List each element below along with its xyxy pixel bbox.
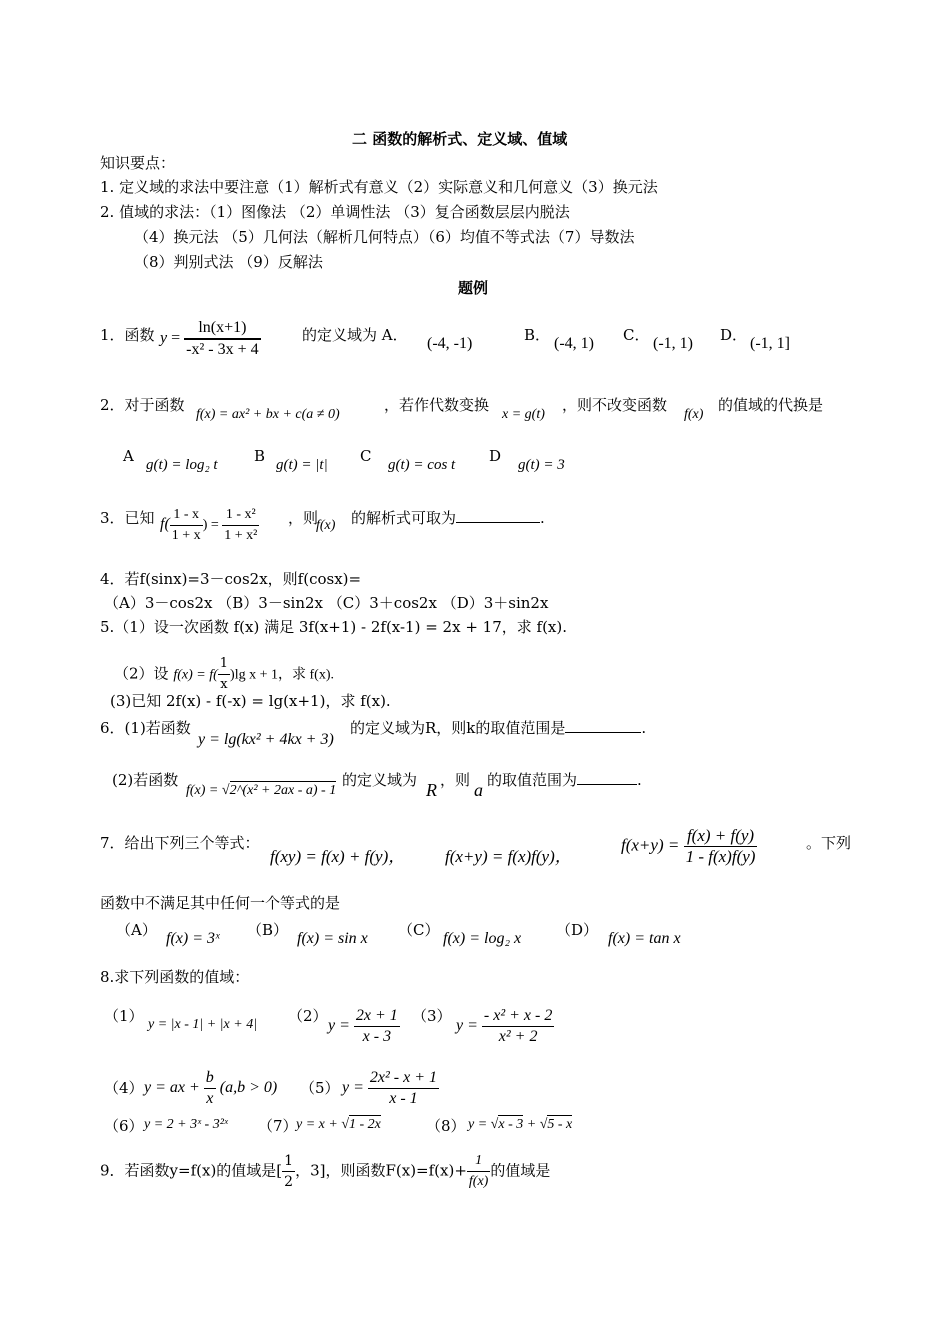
q7-option-b: f(x) = sin x <box>297 930 368 947</box>
q8-p1: y = |x - 1| + |x + 4| <box>148 1017 258 1032</box>
q2-option-c-label: C <box>360 447 372 465</box>
knowledge-point-2: 2. 值域的求法：（1）图像法 （2）单调性法 （3）复合函数层层内脱法 <box>100 203 570 221</box>
q4-line: 4．若f(sinx)=3－cos2x，则f(cosx)= <box>100 570 362 588</box>
q2-tail: ，则不改变函数 <box>562 396 668 414</box>
q2-mid: ，若作代数变换 <box>384 396 490 414</box>
q3-f-prefix: f( <box>160 515 170 533</box>
knowledge-point-3: （4）换元法 （5）几何法（解析几何特点）（6）均值不等式法（7）导数法 <box>134 228 635 246</box>
q2-option-d: g(t) = 3 <box>518 457 565 473</box>
q1-denominator: -x² - 3x + 4 <box>186 341 259 358</box>
q2-option-b-label: B <box>254 447 266 465</box>
knowledge-point-1: 1. 定义域的求法中要注意（1）解析式有意义（2）实际意义和几何意义（3）换元法 <box>100 178 658 196</box>
q2-substitution: x = g(t) <box>502 407 545 422</box>
q3-eq: ) = <box>202 517 219 533</box>
q3-den2: 1 + x² <box>224 528 258 543</box>
q7-eq1: f(xy) = f(x) + f(y)， <box>270 847 406 866</box>
page-title: 二 函数的解析式、定义域、值域 <box>352 130 568 148</box>
q2-option-c: g(t) = cos t <box>388 457 456 473</box>
q7-option-a-label: （A） <box>116 921 157 939</box>
q3-end: 的解析式可取为 . <box>351 509 545 527</box>
q1-lead: 1．函数 <box>100 326 155 344</box>
q8-p6: y = 2 + 3ˣ - 3²ˣ <box>144 1117 228 1132</box>
q1-option-b: (-4, 1) <box>554 335 594 352</box>
q7-option-c-label: （C） <box>398 921 440 939</box>
q5-line2: （2）设 f(x) = f( $\frac{1}{x}$ )lg x + 1，求 f(x). <box>114 656 334 692</box>
q1-option-c-label: C． <box>623 326 650 344</box>
q2-option-a: g(t) = log₂ t <box>146 457 218 473</box>
q8-p6-label: （6） <box>104 1117 144 1135</box>
q3-formula <box>160 505 259 546</box>
q1-option-d-label: D． <box>720 326 748 344</box>
q2-fx: f(x) <box>684 407 704 422</box>
q1-option-c: (-1, 1) <box>653 335 693 352</box>
q1-mid: 的定义域为 A． <box>302 326 408 344</box>
q7-lead: 7．给出下列三个等式： <box>100 834 260 852</box>
q8-p8-label: （8） <box>426 1117 466 1135</box>
q9-line: 9．若函数y=f(x)的值域是[ $\frac{1}{2}$ ，3]，则函数F(x)=f(x)+ $\frac{1}{f(x)}$ 的值域是 <box>100 1153 551 1190</box>
examples-title: 题例 <box>458 279 489 297</box>
q6-param-a: a <box>474 780 483 800</box>
q8-p4: y = ax + $\frac{b}{x}$ (a,b > 0) <box>144 1069 278 1107</box>
knowledge-point-4: （8）判别式法 （9）反解法 <box>134 253 323 271</box>
q2-function: f(x) = ax² + bx + c(a ≠ 0) <box>196 407 340 422</box>
q7-eq3: f(x+y) = $\frac{f(x) + f(y)}{1 - f(x)f(y)}$ <box>621 826 756 866</box>
q8-p3: y = $\frac{\text{- x² + x - 2}}{\text{x² + 2}}$ <box>456 1007 553 1045</box>
q3-fx: f(x) <box>316 518 336 533</box>
q1-option-b-label: B． <box>524 326 551 344</box>
q2-end: 的值域的代换是 <box>718 396 824 414</box>
q2-option-b: g(t) = |t| <box>276 457 328 473</box>
q6-comma2: ，则 <box>440 771 471 789</box>
q7-option-b-label: （B） <box>247 921 289 939</box>
q3-lead: 3．已知 <box>100 509 155 527</box>
q3-num2: 1 - x² <box>222 505 259 526</box>
q7-line2: 函数中不满足其中任何一个等式的是 <box>100 894 341 912</box>
q3-num1: 1 - x <box>170 505 203 526</box>
q8-p2-label: （2） <box>288 1007 328 1025</box>
q1-numerator: ln(x+1) <box>184 318 260 339</box>
knowledge-header: 知识要点： <box>100 154 176 172</box>
q8-p4-label: （4） <box>104 1079 144 1097</box>
q8-p1-label: （1） <box>104 1007 144 1025</box>
q4-options: （A）3－cos2x （B）3－sin2x （C）3＋cos2x （D）3＋sin2x <box>104 594 549 612</box>
q7-option-a: f(x) = 3ˣ <box>166 930 220 947</box>
q8-p2: y = $\frac{2x + 1}{x - 3}$ <box>328 1007 398 1045</box>
q8-lead: 8.求下列函数的值域： <box>100 968 250 986</box>
q6-lead2: (2)若函数 <box>112 771 179 789</box>
q1-formula: y = $\frac{\ln(x+1)}{\text{-x² - 3x + 4}}$ <box>160 319 259 358</box>
q2-option-d-label: D <box>489 447 502 465</box>
q8-p7-label: （7） <box>258 1117 298 1135</box>
q3-comma: ，则 <box>288 509 319 527</box>
q6-lead1: 6．(1)若函数 <box>100 719 191 737</box>
q8-p7: y = x + √1 - 2x <box>296 1117 381 1132</box>
q7-eq2: f(x+y) = f(x)f(y)， <box>445 847 572 866</box>
q1-option-d: (-1, 1] <box>750 335 790 352</box>
q8-p5: y = $\frac{\text{2x² - x + 1}}{x - 1}$ <box>342 1069 438 1107</box>
q6-domain-R: R <box>426 780 437 800</box>
q7-tail: 。下列 <box>806 834 852 852</box>
q7-option-d-label: （D） <box>556 921 599 939</box>
q3-den1: 1 + x <box>171 528 201 543</box>
q5-line1: 5.（1）设一次函数 f(x) 满足 3f(x+1) - 2f(x-1) = 2x + 17，求 f(x). <box>100 618 568 636</box>
q1-option-a: (-4, -1) <box>427 335 473 352</box>
q2-option-a-label: A <box>123 447 134 465</box>
q2-lead: 2．对于函数 <box>100 396 185 414</box>
q6-function1: y = lg(kx² + 4kx + 3) <box>198 731 334 748</box>
q8-p8: y = √x - 3 + √5 - x <box>468 1117 573 1132</box>
q7-option-c: f(x) = log₂ x <box>443 930 522 947</box>
q6-mid2: 的定义域为 <box>342 771 418 789</box>
q8-p5-label: （5） <box>300 1079 340 1097</box>
q8-p3-label: （3） <box>412 1007 452 1025</box>
q5-line3: (3)已知 2f(x) - f(-x) = lg(x+1)，求 f(x). <box>110 692 391 710</box>
q7-option-d: f(x) = tan x <box>608 930 681 947</box>
q6-function2: f(x) = √2^(x² + 2ax - a) - 1 <box>186 783 337 798</box>
q6-tail2: 的取值范围为 . <box>487 771 642 789</box>
q6-tail1: 的定义域为R，则k的取值范围是 . <box>350 719 647 737</box>
